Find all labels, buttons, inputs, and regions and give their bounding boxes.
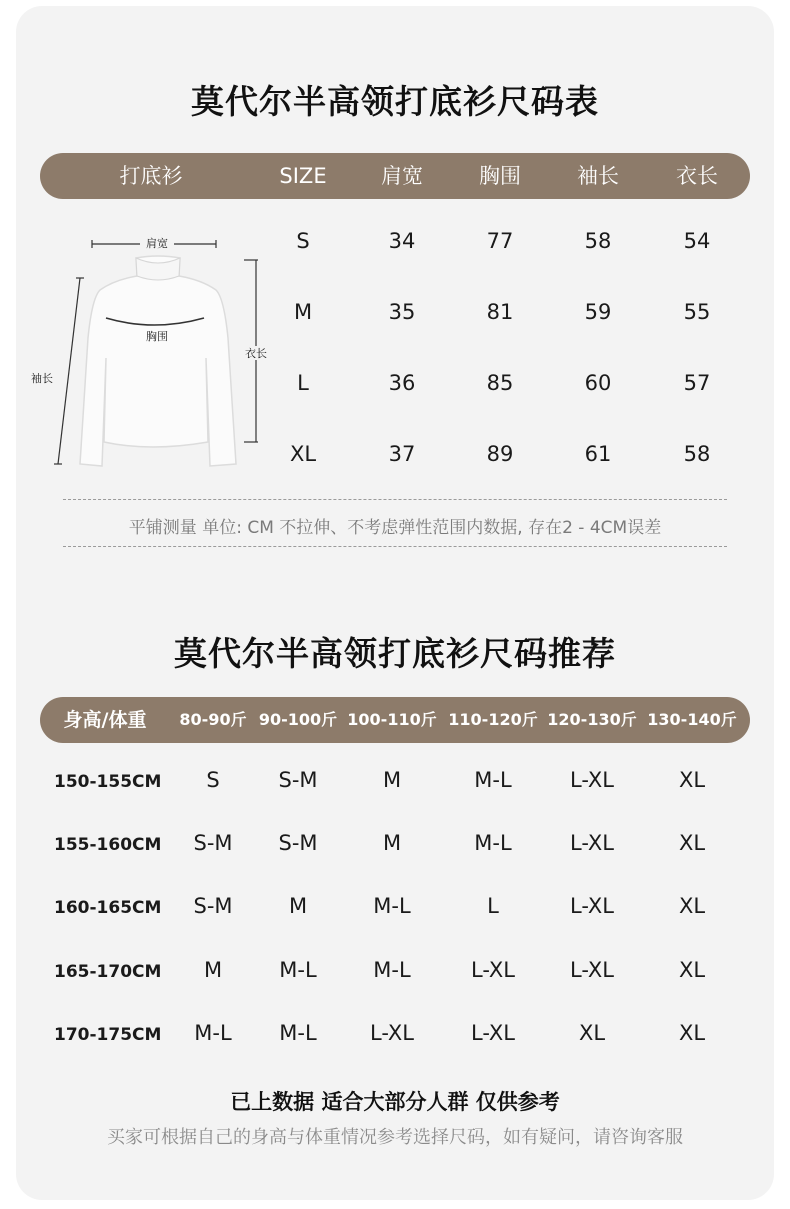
header-shoulder: 肩宽 <box>381 164 423 188</box>
size-cell: M-L <box>474 768 512 792</box>
length-cell: 54 <box>683 229 711 253</box>
header-weight-3: 100-110斤 <box>347 710 437 729</box>
length-cell: 55 <box>683 300 711 324</box>
measurement-note: 平铺测量 单位: CM 不拉伸、不考虑弹性范围内数据, 存在2 - 4CM误差 <box>128 518 662 538</box>
header-sleeve: 袖长 <box>577 164 619 188</box>
chest-cell: 81 <box>486 300 514 324</box>
size-cell: M <box>382 768 402 792</box>
shoulder-cell: 37 <box>388 442 416 466</box>
length-cell: 58 <box>683 442 711 466</box>
height-label: 170-175CM <box>54 1025 162 1045</box>
size-cell: L-XL <box>471 958 515 982</box>
sleeve-cell: 59 <box>584 300 612 324</box>
size-cell: M-L <box>194 1021 232 1045</box>
header-length: 衣长 <box>676 164 718 188</box>
header-weight-1: 80-90斤 <box>179 710 247 729</box>
size-cell: L-XL <box>570 894 614 918</box>
shoulder-cell: 36 <box>388 371 416 395</box>
size-cell: S <box>296 229 310 253</box>
height-label: 150-155CM <box>54 772 162 792</box>
header-chest: 胸围 <box>479 164 521 188</box>
size-cell: M-L <box>373 958 411 982</box>
divider-bottom <box>63 546 727 547</box>
size-cell: L-XL <box>370 1021 414 1045</box>
sleeve-cell: 60 <box>584 371 612 395</box>
size-cell: XL <box>678 768 706 792</box>
header-height-weight: 身高/体重 <box>63 709 147 731</box>
size-cell: M <box>382 831 402 855</box>
divider-top <box>63 499 727 500</box>
size-cell: S-M <box>193 894 233 918</box>
header-weight-5: 120-130斤 <box>547 710 637 729</box>
header-weight-6: 130-140斤 <box>647 710 737 729</box>
size-cell: L <box>297 371 309 395</box>
size-cell: XL <box>678 894 706 918</box>
length-label: 衣长 <box>245 347 267 360</box>
size-cell: S <box>206 768 220 792</box>
header-size: SIZE <box>279 164 327 188</box>
size-cell: XL <box>289 442 317 466</box>
height-label: 160-165CM <box>54 898 162 918</box>
header-weight-4: 110-120斤 <box>448 710 538 729</box>
shoulder-label: 肩宽 <box>146 237 168 250</box>
size-chart-title: 莫代尔半高领打底衫尺码表 <box>191 82 599 121</box>
size-cell: M-L <box>279 958 317 982</box>
shoulder-cell: 34 <box>388 229 416 253</box>
size-cell: L-XL <box>570 831 614 855</box>
chest-cell: 77 <box>486 229 514 253</box>
size-cell: XL <box>678 831 706 855</box>
size-cell: M <box>203 958 223 982</box>
size-cell: L-XL <box>570 768 614 792</box>
chest-cell: 89 <box>486 442 514 466</box>
recommendation-title: 莫代尔半高领打底衫尺码推荐 <box>174 634 616 673</box>
size-cell: M <box>288 894 308 918</box>
size-cell: S-M <box>193 831 233 855</box>
size-cell: M <box>293 300 313 324</box>
size-cell: XL <box>578 1021 606 1045</box>
chest-label: 胸围 <box>146 330 168 343</box>
size-cell: L-XL <box>471 1021 515 1045</box>
header-garment: 打底衫 <box>119 164 183 188</box>
size-cell: M-L <box>279 1021 317 1045</box>
turtleneck-shirt-icon <box>24 228 274 478</box>
header-weight-2: 90-100斤 <box>258 710 338 729</box>
sleeve-cell: 61 <box>584 442 612 466</box>
size-cell: M-L <box>474 831 512 855</box>
disclaimer-detail: 买家可根据自己的身高与体重情况参考选择尺码，如有疑问，请咨询客服 <box>107 1127 683 1148</box>
size-cell: L-XL <box>570 958 614 982</box>
height-label: 155-160CM <box>54 835 162 855</box>
length-cell: 57 <box>683 371 711 395</box>
size-cell: L <box>487 894 499 918</box>
size-cell: M-L <box>373 894 411 918</box>
size-cell: XL <box>678 958 706 982</box>
size-cell: S-M <box>278 831 318 855</box>
sleeve-cell: 58 <box>584 229 612 253</box>
height-label: 165-170CM <box>54 962 162 982</box>
chest-cell: 85 <box>486 371 514 395</box>
shoulder-cell: 35 <box>388 300 416 324</box>
sleeve-label: 袖长 <box>31 372 53 385</box>
size-cell: XL <box>678 1021 706 1045</box>
recommendation-header <box>40 697 750 743</box>
size-chart-header <box>40 153 750 199</box>
disclaimer-headline: 已上数据 适合大部分人群 仅供参考 <box>230 1090 560 1114</box>
size-cell: S-M <box>278 768 318 792</box>
